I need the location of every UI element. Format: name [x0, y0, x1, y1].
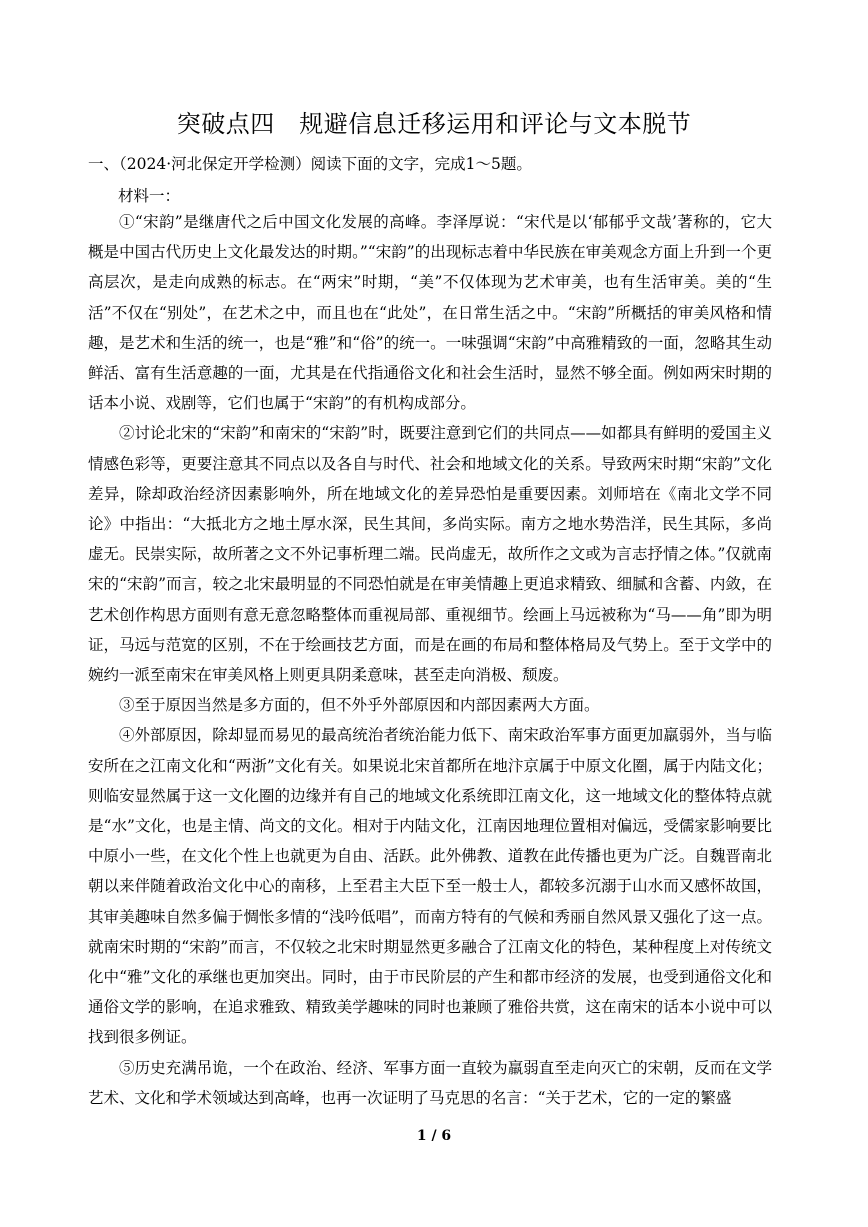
page-title: 突破点四 规避信息迁移运用和评论与文本脱节 — [176, 110, 692, 138]
page-number: 1 / 6 — [416, 1128, 452, 1144]
paragraph-5: ⑤历史充满吊诡，一个在政治、经济、军事方面一直较为羸弱直至走向灭亡的宋朝，反而在文学艺术、文化和学术领域达到高峰，也再一次证明了马克思的名言：“关于艺术，它的一定的繁盛 — [88, 1058, 772, 1107]
paragraph-2: ②讨论北宋的“宋韵”和南宋的“宋韵”时，既要注意到它们的共同点——如都具有鲜明的爱国主义情感色彩等，更要注意其不同点以及各自与时代、社会和地域文化的关系。导致两宋时期“宋韵”文化差异，除却政治经济因素影响外，所在地域文化的差异恐怕是重要因素。刘师培在《南北文学不同论》中指出：“大抵北方之地土厚水深，民生其间，多尚实际。南方之地水势浩洋，民生其际，多尚虚无。民崇实际，故所著之文不外记事析理二端。民尚虚无，故所作之文或为言志抒情之体。”仅就南宋的“宋韵”而言，较之北宋最明显的不同恐怕就是在审美情趣上更追求精致、细腻和含蓄、内敛，在艺术创作构思方面则有意无意忽略整体而重视局部、重视细节。绘画上马远被称为“马——角”即为明证，马远与范宽的区别，不在于绘画技艺方面，而是在画的布局和整体格局及气势上。至于文学中的婉约一派至南宋在审美风格上则更具阴柔意味，甚至走向消极、颓废。 — [88, 424, 772, 685]
paragraph-4: ④外部原因，除却显而易见的最高统治者统治能力低下、南宋政治军事方面更加羸弱外，当与临安所在之江南文化和“两浙”文化有关。如果说北宋首都所在地汴京属于中原文化圈，属于内陆文化；则临安显然属于这一文化圈的边缘并有自己的地域文化系统即江南文化，这一地域文化的整体特点就是“水”文化，也是主情、尚文的文化。相对于内陆文化，江南因地理位置相对偏远，受儒家影响要比中原小一些，在文化个性上也就更为自由、活跃。此外佛教、道教在此传播也更为广泛。自魏晋南北朝以来伴随着政治文化中心的南移，上至君主大臣下至一般士人，都较多沉溺于山水而又感怀故国，其审美趣味自然多偏于惆怅多情的“浅吟低唱”，而南方特有的气候和秀丽自然风景又强化了这一点。就南宋时期的“宋韵”而言，不仅较之北宋时期显然更多融合了江南文化的特色，某种程度上对传统文化中“雅”文化的承继也更加突出。同时，由于市民阶层的产生和都市经济的发展，也受到通俗文化和通俗文学的影响，在追求雅致、精致美学趣味的同时也兼顾了雅俗共赏，这在南宋的话本小说中可以找到很多例证。 — [88, 726, 772, 1047]
article-body — [88, 207, 772, 1113]
material-label: 材料一： — [118, 187, 181, 205]
paragraph-3: ③至于原因当然是多方面的，但不外乎外部原因和内部因素两大方面。 — [119, 696, 600, 715]
paragraph-1: ①“宋韵”是继唐代之后中国文化发展的高峰。李泽厚说：“宋代是以‘郁郁乎文哉’著称的，它大概是中国古代历史上文化最发达的时期。”“宋韵”的出现标志着中华民族在审美观念方面上升到一个更高层次，是走向成熟的标志。在“两宋”时期，“美”不仅体现为艺术审美，也有生活审美。美的“生活”不仅在“别处”，在艺术之中，而且也在“此处”，在日常生活之中。“宋韵”所概括的审美风格和情趣，是艺术和生活的统一，也是“雅”和“俗”的统一。一味强调“宋韵”中高雅精致的一面，忽略其生动鲜活、富有生活意趣的一面，尤其是在代指通俗文化和社会生活时，显然不够全面。例如两宋时期的话本小说、戏剧等，它们也属于“宋韵”的有机构成部分。 — [88, 213, 772, 413]
question-intro: 一、（2024·河北保定开学检测）阅读下面的文字，完成1～5题。 — [88, 155, 532, 173]
